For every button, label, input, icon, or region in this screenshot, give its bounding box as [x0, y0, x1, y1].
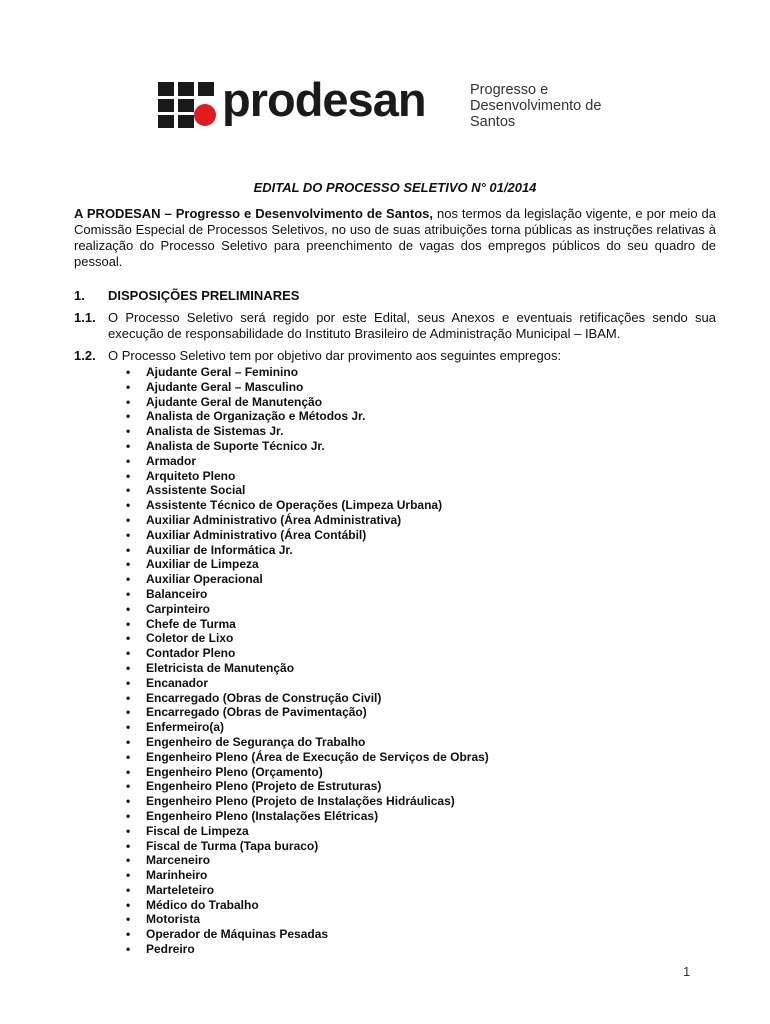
- job-list-item: • Arquiteto Pleno: [126, 469, 716, 484]
- paragraph-number: 1.1.: [74, 310, 96, 325]
- job-list-item: • Analista de Sistemas Jr.: [126, 424, 716, 439]
- job-list-item: • Assistente Social: [126, 483, 716, 498]
- section-number: 1.: [74, 288, 85, 303]
- job-list-item: • Enfermeiro(a): [126, 720, 716, 735]
- job-list-item: • Ajudante Geral – Masculino: [126, 380, 716, 395]
- job-list-item: • Fiscal de Turma (Tapa buraco): [126, 839, 716, 854]
- document-body: [74, 180, 716, 957]
- job-list-item: • Marinheiro: [126, 868, 716, 883]
- job-list-item: • Auxiliar de Informática Jr.: [126, 543, 716, 558]
- section-heading: [74, 288, 716, 304]
- section-title: DISPOSIÇÕES PRELIMINARES: [108, 288, 300, 303]
- paragraph-text: O Processo Seletivo tem por objetivo dar provimento aos seguintes empregos:: [108, 348, 562, 363]
- job-list-item: • Analista de Organização e Métodos Jr.: [126, 409, 716, 424]
- job-list-item: • Auxiliar de Limpeza: [126, 557, 716, 572]
- job-list-item: • Armador: [126, 454, 716, 469]
- document-title: EDITAL DO PROCESSO SELETIVO N° 01/2014: [253, 180, 537, 195]
- job-list-item: • Coletor de Lixo: [126, 631, 716, 646]
- paragraph-number: 1.2.: [74, 348, 96, 363]
- job-list-item: • Ajudante Geral de Manutenção: [126, 395, 716, 410]
- paragraph-1-2: [74, 348, 716, 364]
- job-list-item: • Marceneiro: [126, 853, 716, 868]
- job-list-item: • Operador de Máquinas Pesadas: [126, 927, 716, 942]
- logo-tagline-line: Santos: [470, 114, 516, 130]
- job-list-item: • Pedreiro: [126, 942, 716, 957]
- logo-mark-icon: [158, 82, 216, 128]
- page-number: 1: [683, 964, 691, 979]
- job-list-item: • Engenheiro Pleno (Instalações Elétricas): [126, 809, 716, 824]
- job-list-item: • Auxiliar Operacional: [126, 572, 716, 587]
- job-list-item: • Engenheiro Pleno (Projeto de Instalações Hidráulicas): [126, 794, 716, 809]
- paragraph-text: O Processo Seletivo será regido por este Edital, seus Anexos e eventuais retificações sendo sua execução de responsabilidade do Instituto Brasileiro de Administração Municipal – IBAM.: [108, 310, 716, 341]
- logo-tagline-line: Desenvolvimento de: [470, 98, 602, 114]
- job-list-item: • Marteleteiro: [126, 883, 716, 898]
- job-list-item: • Engenheiro Pleno (Projeto de Estruturas): [126, 779, 716, 794]
- job-list-item: • Engenheiro de Segurança do Trabalho: [126, 735, 716, 750]
- job-list-item: • Fiscal de Limpeza: [126, 824, 716, 839]
- job-list-item: • Auxiliar Administrativo (Área Administrativa): [126, 513, 716, 528]
- job-list-item: • Chefe de Turma: [126, 617, 716, 632]
- job-list-item: • Médico do Trabalho: [126, 898, 716, 913]
- logo-tagline: [470, 82, 670, 130]
- intro-text: nos termos da legislação vigente, e por meio da Comissão Especial de Processos Seletivos, no uso de suas atribuições torna públicas as instruções relativas à realização do Processo Seletivo para preenchimento de vagas dos empregos públicos do seu quadro de pessoal.: [74, 206, 716, 269]
- job-list-item: • Motorista: [126, 912, 716, 927]
- job-list: [74, 365, 716, 957]
- job-list-item: • Carpinteiro: [126, 602, 716, 617]
- intro-paragraph: [74, 206, 716, 270]
- job-list-item: • Encanador: [126, 676, 716, 691]
- job-list-item: • Balanceiro: [126, 587, 716, 602]
- logo-wordmark: prodesan: [222, 73, 426, 126]
- job-list-item: • Encarregado (Obras de Pavimentação): [126, 705, 716, 720]
- logo-tagline-line: Progresso e: [470, 82, 549, 98]
- paragraph-1-1: [74, 310, 716, 342]
- job-list-item: • Contador Pleno: [126, 646, 716, 661]
- intro-bold: A PRODESAN – Progresso e Desenvolvimento de Santos,: [74, 206, 433, 221]
- job-list-item: • Encarregado (Obras de Construção Civil): [126, 691, 716, 706]
- job-list-item: • Eletricista de Manutenção: [126, 661, 716, 676]
- job-list-item: • Engenheiro Pleno (Orçamento): [126, 765, 716, 780]
- job-list-item: • Ajudante Geral – Feminino: [126, 365, 716, 380]
- job-list-item: • Engenheiro Pleno (Área de Execução de Serviços de Obras): [126, 750, 716, 765]
- job-list-item: • Analista de Suporte Técnico Jr.: [126, 439, 716, 454]
- job-list-item: • Assistente Técnico de Operações (Limpeza Urbana): [126, 498, 716, 513]
- job-list-item: • Auxiliar Administrativo (Área Contábil): [126, 528, 716, 543]
